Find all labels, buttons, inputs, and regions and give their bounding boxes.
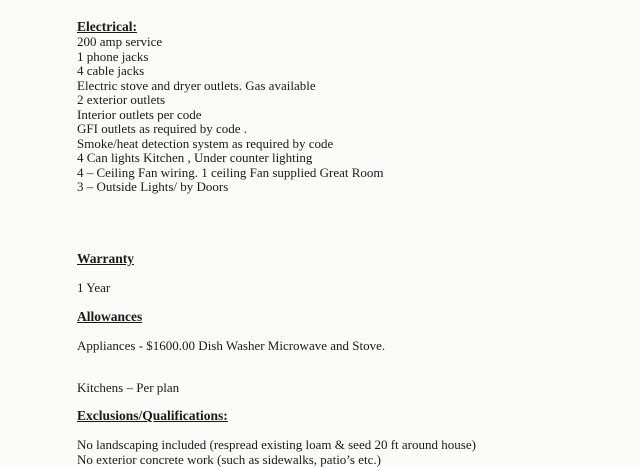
electrical-item: Electric stove and dryer outlets. Gas available bbox=[77, 78, 316, 93]
electrical-item: 4 Can lights Kitchen , Under counter lighting bbox=[77, 150, 313, 165]
warranty-heading: Warranty bbox=[77, 251, 134, 266]
electrical-item: 1 phone jacks bbox=[77, 49, 149, 64]
electrical-item: 200 amp service bbox=[77, 34, 163, 49]
electrical-item: GFI outlets as required by code . bbox=[77, 121, 248, 136]
electrical-item: 4 – Ceiling Fan wiring. 1 ceiling Fan supplied Great Room bbox=[77, 165, 384, 180]
electrical-item: 3 – Outside Lights/ by Doors bbox=[77, 179, 229, 194]
electrical-item: Smoke/heat detection system as required by code bbox=[77, 136, 334, 151]
allowances-appliances: Appliances - $1600.00 Dish Washer Microwave and Stove. bbox=[77, 338, 386, 353]
electrical-item: Interior outlets per code bbox=[77, 107, 202, 122]
electrical-item: 2 exterior outlets bbox=[77, 92, 166, 107]
allowances-heading: Allowances bbox=[77, 309, 143, 324]
allowances-kitchens: Kitchens – Per plan bbox=[77, 380, 180, 395]
exclusions-item: No landscaping included (respread existing loam & seed 20 ft around house) bbox=[77, 437, 476, 452]
exclusions-item: No exterior concrete work (such as sidewalks, patio’s etc.) bbox=[77, 452, 381, 467]
warranty-text: 1 Year bbox=[77, 280, 111, 295]
electrical-heading: Electrical: bbox=[77, 19, 137, 34]
exclusions-heading: Exclusions/Qualifications: bbox=[77, 408, 228, 423]
electrical-item: 4 cable jacks bbox=[77, 63, 145, 78]
